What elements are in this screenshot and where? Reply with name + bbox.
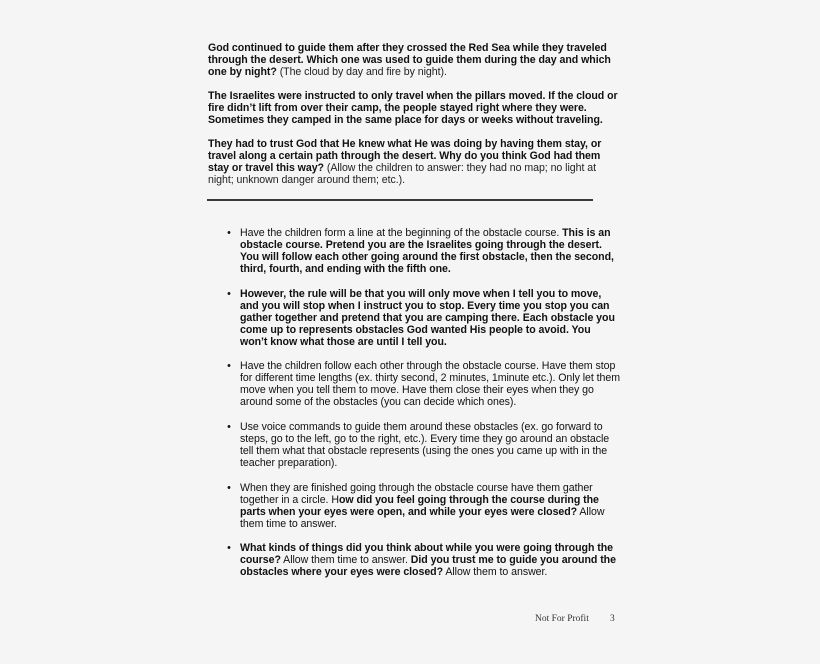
paragraph-pillars-moved: [208, 90, 618, 126]
text-segment: Allow them time to answer.: [240, 506, 605, 530]
text-segment-bold: Did you trust me to guide you around the obstacles where your eyes were closed?: [240, 554, 616, 578]
paragraph-answer: (Allow the children to answer: they had no map; no light at night; unknown danger around them; etc.).: [208, 162, 596, 186]
text-segment-bold: What kinds of things did you think about while you were going through the course?: [240, 542, 613, 566]
text-segment: When they are finished going through the obstacle course have them gather together in a circle. H: [240, 482, 593, 506]
list-item-text: [240, 227, 620, 275]
page-footer: [535, 614, 615, 624]
text-segment: Use voice commands to guide them around these obstacles (ex. go forward to steps, go to the left, go to the right, etc.). Every time they go around an obstacle tell them what that obstacle represents (using the ones you came up with in the teacher preparation).: [240, 421, 610, 469]
paragraph-question: God continued to guide them after they crossed the Red Sea while they traveled through the desert. Which one was used to guide them during the day and which one by night?: [208, 42, 611, 78]
list-item-text: [240, 421, 620, 469]
bullet-icon: •: [227, 360, 231, 372]
text-segment: Have the children form a line at the beginning of the obstacle course.: [240, 227, 563, 239]
list-item-text: [240, 542, 620, 578]
paragraph-answer: (The cloud by day and fire by night).: [276, 66, 447, 78]
text-segment: Allow them to answer.: [443, 566, 548, 578]
paragraph-statement: The Israelites were instructed to only travel when the pillars moved. If the cloud or fire didn’t lift from over their camp, the people stayed right where they were. Sometimes they camped in the same place for days or weeks without traveling.: [208, 90, 618, 126]
bullet-icon: •: [227, 482, 231, 494]
bullet-icon: •: [227, 542, 231, 554]
page-number: 3: [610, 614, 615, 624]
paragraph-question: They had to trust God that He knew what He was doing by having them stay, or travel along a certain path through the desert. Why do you think God had them stay or travel this way?: [208, 138, 602, 174]
section-divider: [207, 199, 593, 201]
text-segment: Have the children follow each other through the obstacle course. Have them stop for different time lengths (ex. thirty second, 2 minutes, 1minute etc.). Only let them move when you tell them to move. Have them close their eyes when they go around some of the obstacles (you can decide which ones).: [240, 360, 620, 408]
bullet-icon: •: [227, 421, 231, 433]
list-item-text: [240, 482, 620, 530]
footer-label: Not For Profit: [535, 614, 589, 624]
bullet-icon: •: [227, 288, 231, 300]
text-segment-bold: However, the rule will be that you will only move when I tell you to move, and you will stop when I instruct you to stop. Every time you stop you can gather together and pretend that you are camping there. Each obstacle you come up to represents obstacles God wanted His people to avoid. You won’t know what those are until I tell you.: [240, 288, 615, 348]
list-item-text: [240, 360, 620, 408]
bullet-icon: •: [227, 227, 231, 239]
list-item-text: [240, 288, 620, 348]
paragraph-red-sea-guidance: [208, 42, 618, 78]
text-segment-bold: This is an obstacle course. Pretend you are the Israelites going through the desert. You will follow each other going around the first obstacle, then the second, third, fourth, and ending with the fifth one.: [240, 227, 614, 275]
text-segment: Allow them time to answer.: [280, 554, 411, 566]
paragraph-trust-god: [208, 138, 618, 186]
text-segment-bold: ow did you feel going through the course during the parts when your eyes were open, and while your eyes were closed?: [240, 494, 599, 518]
